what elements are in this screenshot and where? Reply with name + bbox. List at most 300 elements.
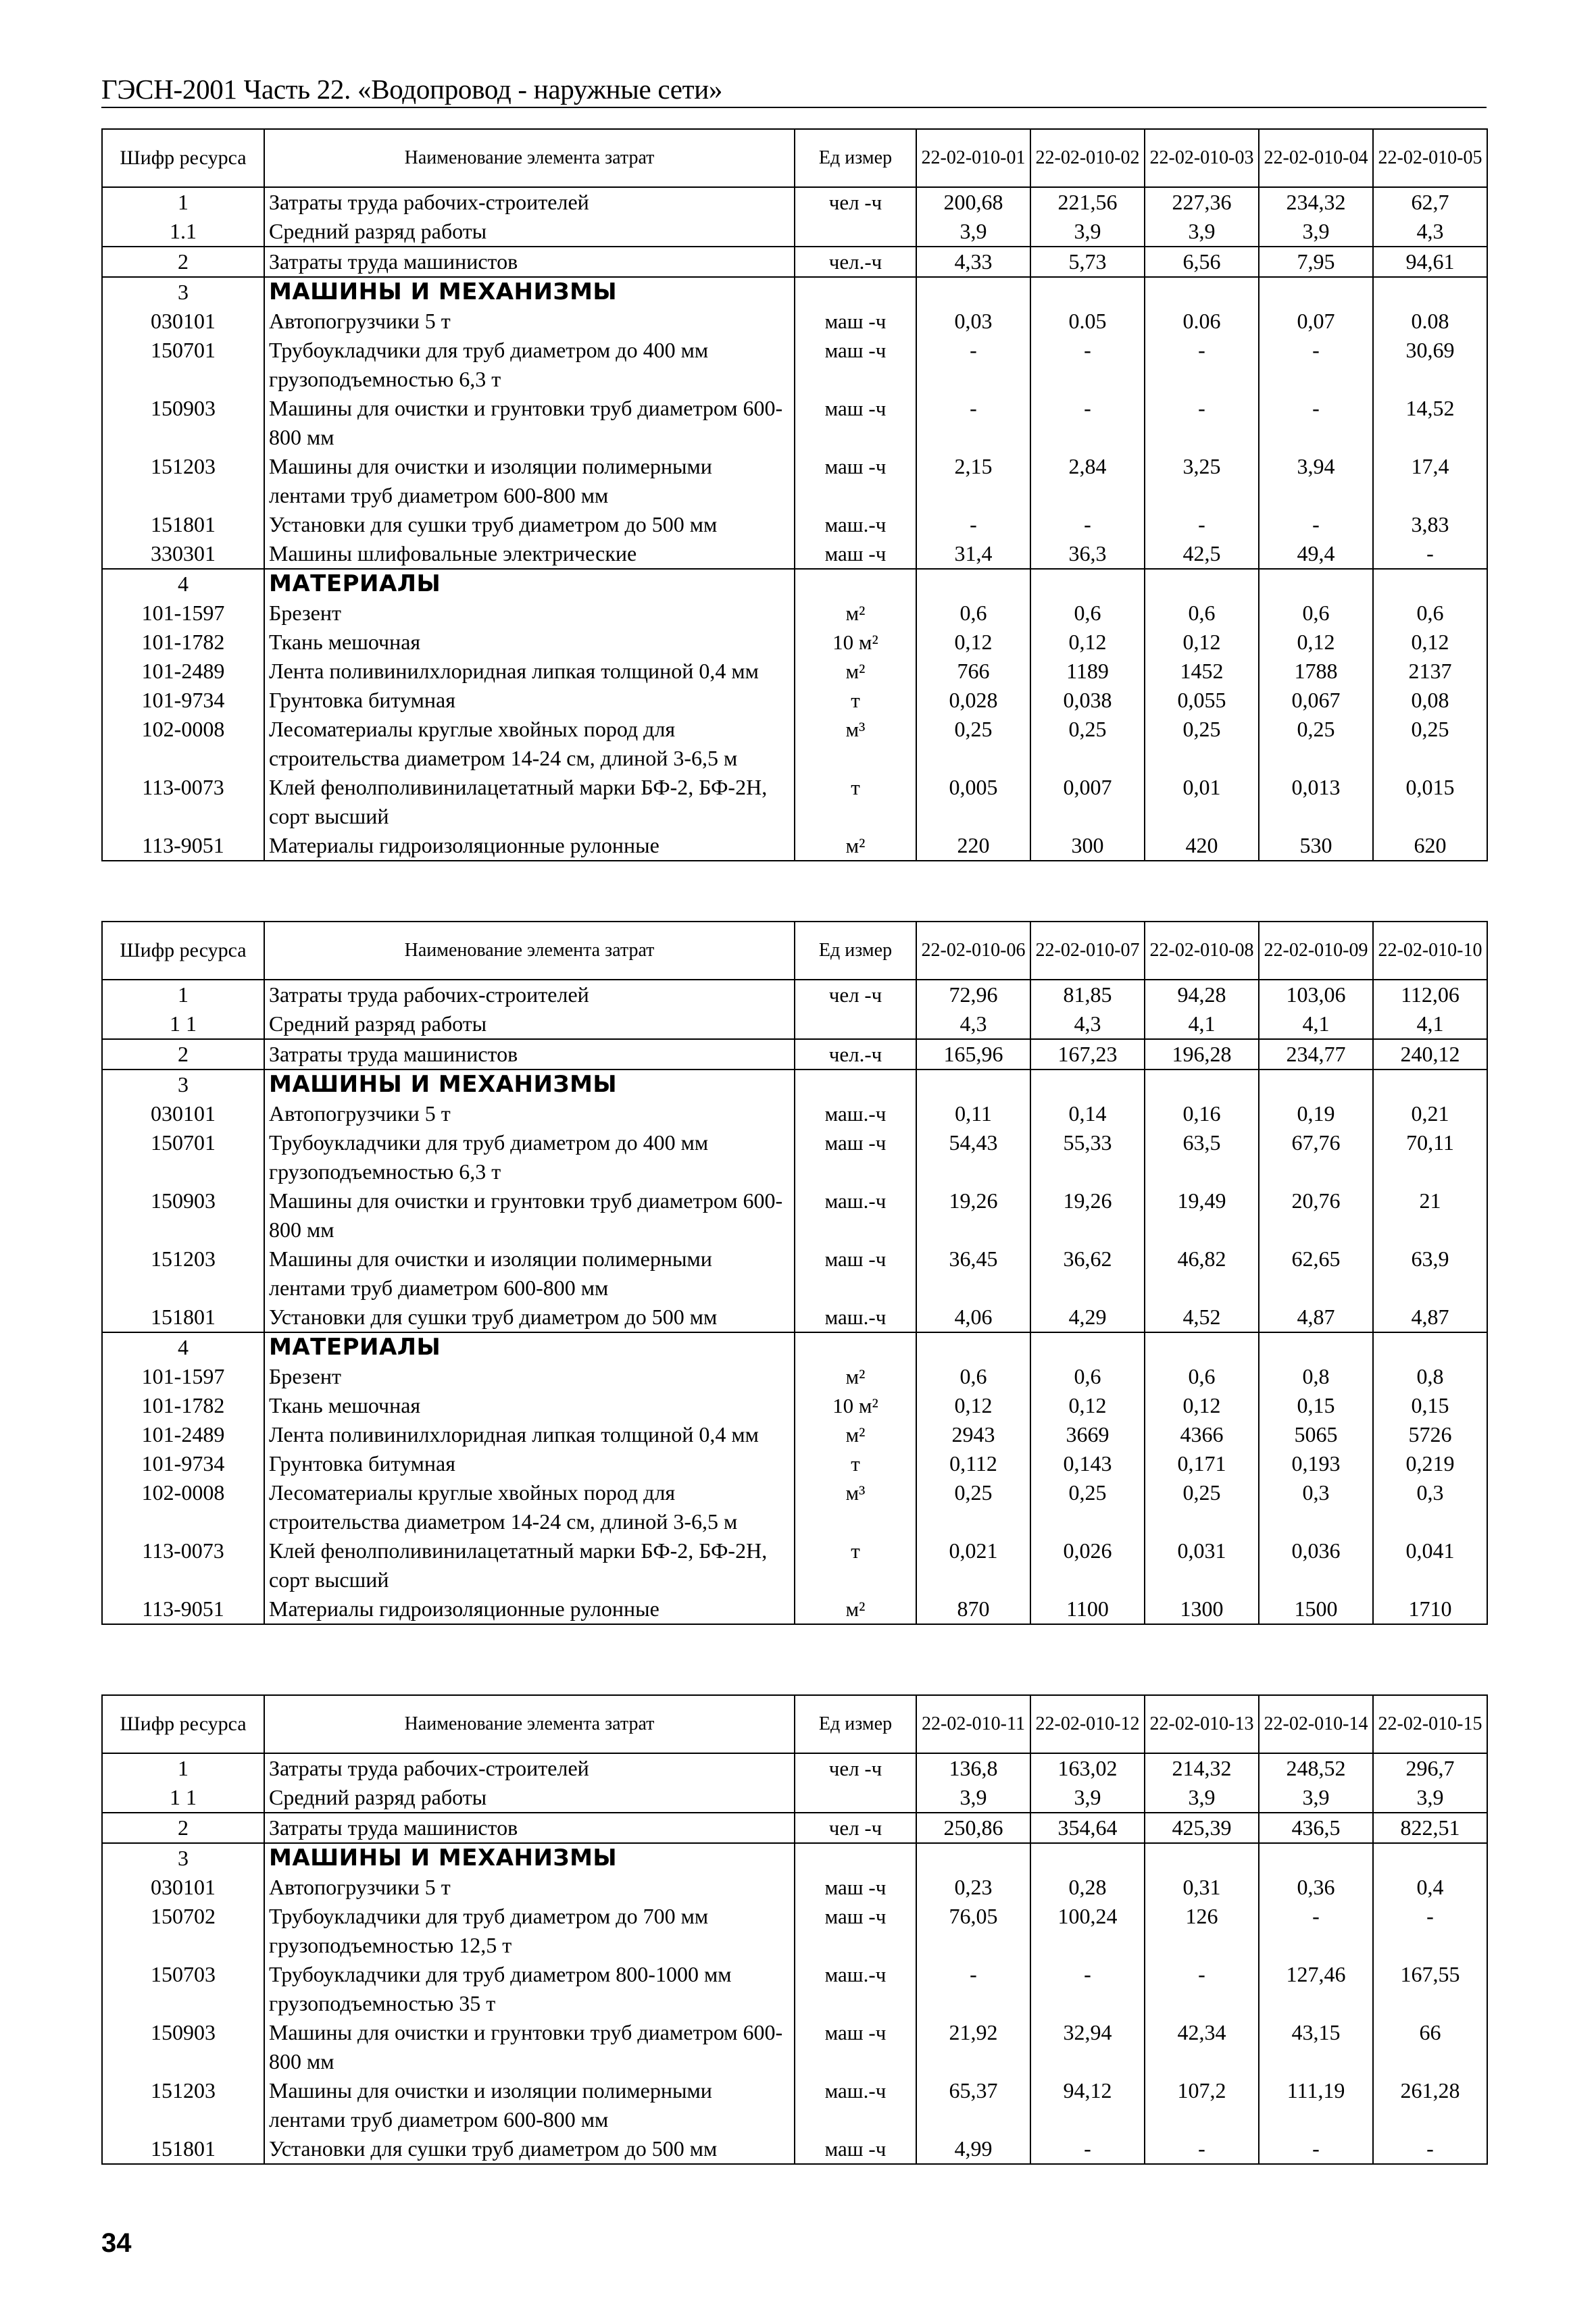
cost-element-name: Грунтовка битумная (264, 1449, 795, 1478)
cost-element-name: Установки для сушки труб диаметром до 500 мм (264, 2134, 795, 2164)
norm-value: 0,036 (1259, 1536, 1373, 1594)
unit-of-measure: маш -ч (795, 1128, 916, 1186)
norm-value: - (1259, 336, 1373, 394)
norm-value: 0,19 (1259, 1099, 1373, 1128)
norm-value: - (916, 394, 1030, 452)
unit-of-measure: чел.-ч (795, 1039, 916, 1070)
norm-value: - (1259, 1902, 1373, 1960)
cost-element-name: Машины для очистки и изоляции полимерными лентами труб диаметром 600-800 мм (264, 2076, 795, 2134)
norm-value: - (916, 336, 1030, 394)
resource-code: 101-2489 (102, 1420, 264, 1449)
column-header: Наименование элемента затрат (264, 922, 795, 980)
norm-value: 870 (916, 1594, 1030, 1624)
norm-value: 0,026 (1030, 1536, 1145, 1594)
cost-element-name: Затраты труда рабочих-строителей (264, 187, 795, 217)
norm-value: 0,6 (1145, 1362, 1259, 1391)
norm-value: - (1373, 539, 1487, 569)
resource-code: 151801 (102, 2134, 264, 2164)
norm-value (1373, 1070, 1487, 1099)
norm-value: 66 (1373, 2018, 1487, 2076)
norm-value: 420 (1145, 831, 1259, 861)
unit-of-measure (795, 277, 916, 307)
table-row (102, 1420, 1487, 1449)
resource-code: 101-1782 (102, 628, 264, 657)
norm-value: 0,4 (1373, 1873, 1487, 1902)
norm-value: 0,6 (1259, 599, 1373, 628)
table-row (102, 1128, 1487, 1186)
norm-value: 0.08 (1373, 307, 1487, 336)
table-row (102, 1303, 1487, 1332)
norm-value: 17,4 (1373, 452, 1487, 510)
unit-of-measure (795, 1009, 916, 1039)
norm-value: 4,3 (1030, 1009, 1145, 1039)
norm-value: 63,5 (1145, 1128, 1259, 1186)
norm-value: - (1373, 2134, 1487, 2164)
cost-element-name: Средний разряд работы (264, 1783, 795, 1813)
norm-value: 76,05 (916, 1902, 1030, 1960)
norm-value: 3,9 (916, 1783, 1030, 1813)
norm-value: 1189 (1030, 657, 1145, 686)
norm-value: 214,32 (1145, 1753, 1259, 1783)
cost-element-name: Брезент (264, 599, 795, 628)
norm-value: - (1373, 1902, 1487, 1960)
norm-value: 112,06 (1373, 980, 1487, 1009)
norm-value: 167,55 (1373, 1960, 1487, 2018)
unit-of-measure: маш -ч (795, 539, 916, 569)
norm-value (1030, 1332, 1145, 1362)
column-header: Наименование элемента затрат (264, 129, 795, 187)
norm-value: 0,143 (1030, 1449, 1145, 1478)
column-header: 22-02-010-01 (916, 129, 1030, 187)
cost-element-name: Установки для сушки труб диаметром до 500 мм (264, 1303, 795, 1332)
norm-value: 72,96 (916, 980, 1030, 1009)
resource-code: 1 (102, 1753, 264, 1783)
norm-value: 240,12 (1373, 1039, 1487, 1070)
norm-value: 46,82 (1145, 1244, 1259, 1303)
norm-value: 3669 (1030, 1420, 1145, 1449)
norm-value: 167,23 (1030, 1039, 1145, 1070)
norm-value: 0,6 (1373, 599, 1487, 628)
table-row (102, 686, 1487, 715)
norm-value: 65,37 (916, 2076, 1030, 2134)
cost-element-name: Ткань мешочная (264, 628, 795, 657)
norm-value: 21,92 (916, 2018, 1030, 2076)
norm-value (916, 277, 1030, 307)
table-row (102, 1753, 1487, 1783)
table-row (102, 1391, 1487, 1420)
unit-of-measure: чел -ч (795, 980, 916, 1009)
table-row (102, 510, 1487, 539)
norm-value: 32,94 (1030, 2018, 1145, 2076)
resource-code: 151801 (102, 510, 264, 539)
norm-value: 62,65 (1259, 1244, 1373, 1303)
resource-code: 1 (102, 187, 264, 217)
norm-value: 1452 (1145, 657, 1259, 686)
table-row (102, 599, 1487, 628)
norm-value (1259, 277, 1373, 307)
norm-value: 49,4 (1259, 539, 1373, 569)
norm-value: 0,041 (1373, 1536, 1487, 1594)
norm-value: 0,25 (1145, 715, 1259, 773)
unit-of-measure: м³ (795, 1478, 916, 1536)
resource-code: 113-9051 (102, 1594, 264, 1624)
norm-value: - (1259, 394, 1373, 452)
norm-value: 0,03 (916, 307, 1030, 336)
unit-of-measure: м² (795, 1420, 916, 1449)
norm-value: - (916, 510, 1030, 539)
unit-of-measure: чел -ч (795, 187, 916, 217)
column-header: 22-02-010-07 (1030, 922, 1145, 980)
cost-element-name: МАТЕРИАЛЫ (264, 1332, 795, 1362)
table-row (102, 336, 1487, 394)
norm-value: 234,77 (1259, 1039, 1373, 1070)
norm-value: 0,6 (1030, 1362, 1145, 1391)
norm-value: 0,25 (916, 715, 1030, 773)
norm-value: 0,013 (1259, 773, 1373, 831)
table-row (102, 1783, 1487, 1813)
norm-value: 94,61 (1373, 247, 1487, 277)
norm-value: 354,64 (1030, 1813, 1145, 1843)
resource-code: 4 (102, 1332, 264, 1362)
column-header: 22-02-010-08 (1145, 922, 1259, 980)
table-row (102, 247, 1487, 277)
norm-value: 0,12 (1145, 1391, 1259, 1420)
norm-value: 2,84 (1030, 452, 1145, 510)
cost-element-name: МАШИНЫ И МЕХАНИЗМЫ (264, 1843, 795, 1873)
resource-code: 151203 (102, 452, 264, 510)
norm-value: 31,4 (916, 539, 1030, 569)
norm-value: 126 (1145, 1902, 1259, 1960)
norm-value (1259, 1070, 1373, 1099)
unit-of-measure: маш -ч (795, 2018, 916, 2076)
unit-of-measure: маш -ч (795, 336, 916, 394)
unit-of-measure: маш.-ч (795, 1186, 916, 1244)
resource-code: 030101 (102, 1099, 264, 1128)
norm-value: 0,3 (1373, 1478, 1487, 1536)
norm-value: 0,25 (1030, 1478, 1145, 1536)
table-row (102, 1186, 1487, 1244)
resource-code: 151203 (102, 1244, 264, 1303)
norm-value: 0,038 (1030, 686, 1145, 715)
resource-code: 030101 (102, 307, 264, 336)
norm-value: 165,96 (916, 1039, 1030, 1070)
cost-element-name: Трубоукладчики для труб диаметром до 700 мм грузоподъемностью 12,5 т (264, 1902, 795, 1960)
unit-of-measure: чел.-ч (795, 247, 916, 277)
cost-element-name: Машины для очистки и изоляции полимерными лентами труб диаметром 600-800 мм (264, 452, 795, 510)
norm-value: 425,39 (1145, 1813, 1259, 1843)
norm-value: 0,36 (1259, 1873, 1373, 1902)
norm-value: 0,12 (1030, 1391, 1145, 1420)
norm-value: 7,95 (1259, 247, 1373, 277)
norm-value: 14,52 (1373, 394, 1487, 452)
unit-of-measure: м² (795, 831, 916, 861)
cost-element-name: Автопогрузчики 5 т (264, 307, 795, 336)
norm-value: 0,193 (1259, 1449, 1373, 1478)
resource-code: 150702 (102, 1902, 264, 1960)
norm-value (1145, 1843, 1259, 1873)
norm-value: 248,52 (1259, 1753, 1373, 1783)
resource-table-2 (101, 921, 1488, 1625)
resource-code: 150903 (102, 1186, 264, 1244)
table-row (102, 1099, 1487, 1128)
resource-code: 1 (102, 980, 264, 1009)
norm-value: 0,14 (1030, 1099, 1145, 1128)
resource-code: 151801 (102, 1303, 264, 1332)
norm-value: 4,06 (916, 1303, 1030, 1332)
norm-value: 4366 (1145, 1420, 1259, 1449)
norm-value (1145, 1332, 1259, 1362)
norm-value: 0,6 (916, 599, 1030, 628)
norm-value: 0.05 (1030, 307, 1145, 336)
norm-value: 0,07 (1259, 307, 1373, 336)
resource-code: 101-1597 (102, 1362, 264, 1391)
norm-value: - (1145, 510, 1259, 539)
norm-value: - (1259, 2134, 1373, 2164)
table-row (102, 569, 1487, 599)
unit-of-measure: маш -ч (795, 307, 916, 336)
cost-element-name: МАШИНЫ И МЕХАНИЗМЫ (264, 277, 795, 307)
resource-code: 1.1 (102, 217, 264, 247)
cost-element-name: Трубоукладчики для труб диаметром 800-1000 мм грузоподъемностью 35 т (264, 1960, 795, 2018)
unit-of-measure: маш.-ч (795, 1960, 916, 2018)
norm-value (916, 1843, 1030, 1873)
norm-value: 1100 (1030, 1594, 1145, 1624)
column-header: Шифр ресурса (102, 1695, 264, 1753)
cost-element-name: МАТЕРИАЛЫ (264, 569, 795, 599)
norm-value: 4,3 (1373, 217, 1487, 247)
table-row (102, 1873, 1487, 1902)
norm-value: 36,62 (1030, 1244, 1145, 1303)
norm-value: 55,33 (1030, 1128, 1145, 1186)
norm-value: 2137 (1373, 657, 1487, 686)
table-row (102, 1813, 1487, 1843)
cost-element-name: Машины для очистки и грунтовки труб диаметром 600-800 мм (264, 2018, 795, 2076)
norm-value: 0,31 (1145, 1873, 1259, 1902)
norm-value: 0,007 (1030, 773, 1145, 831)
norm-value: 3,9 (1259, 1783, 1373, 1813)
cost-element-name: Клей фенолполивинилацетатный марки БФ-2, БФ-2Н, сорт высший (264, 773, 795, 831)
norm-value: 2,15 (916, 452, 1030, 510)
norm-value (1145, 1070, 1259, 1099)
norm-value: 0,6 (916, 1362, 1030, 1391)
norm-value: 127,46 (1259, 1960, 1373, 2018)
norm-value: 70,11 (1373, 1128, 1487, 1186)
cost-element-name: Машины шлифовальные электрические (264, 539, 795, 569)
norm-value: 4,29 (1030, 1303, 1145, 1332)
norm-value: 3,9 (1145, 1783, 1259, 1813)
norm-value: 0,25 (1030, 715, 1145, 773)
cost-element-name: Материалы гидроизоляционные рулонные (264, 831, 795, 861)
page-header: ГЭСН-2001 Часть 22. «Водопровод - наружные сети» (101, 73, 1487, 108)
cost-element-name: Машины для очистки и грунтовки труб диаметром 600-800 мм (264, 1186, 795, 1244)
cost-element-name: Затраты труда машинистов (264, 1813, 795, 1843)
norm-value: 4,1 (1259, 1009, 1373, 1039)
column-header: 22-02-010-14 (1259, 1695, 1373, 1753)
norm-value: 0,25 (916, 1478, 1030, 1536)
cost-element-name: Установки для сушки труб диаметром до 500 мм (264, 510, 795, 539)
column-header: Шифр ресурса (102, 922, 264, 980)
norm-value: 822,51 (1373, 1813, 1487, 1843)
norm-value: 3,94 (1259, 452, 1373, 510)
cost-element-name: МАШИНЫ И МЕХАНИЗМЫ (264, 1070, 795, 1099)
norm-value: 0,23 (916, 1873, 1030, 1902)
column-header: 22-02-010-11 (916, 1695, 1030, 1753)
norm-value (1145, 277, 1259, 307)
norm-value: 163,02 (1030, 1753, 1145, 1783)
norm-value: 136,8 (916, 1753, 1030, 1783)
norm-value: 36,3 (1030, 539, 1145, 569)
unit-of-measure (795, 1070, 916, 1099)
norm-value: 0,171 (1145, 1449, 1259, 1478)
table-row (102, 277, 1487, 307)
table-row (102, 1536, 1487, 1594)
column-header: Ед измер (795, 922, 916, 980)
norm-value (916, 569, 1030, 599)
norm-value: 3,9 (1030, 1783, 1145, 1813)
norm-value: 94,12 (1030, 2076, 1145, 2134)
unit-of-measure: м² (795, 599, 916, 628)
cost-element-name: Лесоматериалы круглые хвойных пород для строительства диаметром 14-24 см, длиной 3-6,5 м (264, 715, 795, 773)
norm-value (1145, 569, 1259, 599)
resource-code: 330301 (102, 539, 264, 569)
norm-value: 0,3 (1259, 1478, 1373, 1536)
norm-value: - (916, 1960, 1030, 2018)
resource-code: 3 (102, 277, 264, 307)
resource-code: 101-9734 (102, 1449, 264, 1478)
column-header: 22-02-010-09 (1259, 922, 1373, 980)
unit-of-measure: маш.-ч (795, 2076, 916, 2134)
cost-element-name: Грунтовка битумная (264, 686, 795, 715)
unit-of-measure (795, 217, 916, 247)
unit-of-measure: маш -ч (795, 452, 916, 510)
norm-value: 111,19 (1259, 2076, 1373, 2134)
unit-of-measure: маш -ч (795, 1873, 916, 1902)
norm-value: 0,12 (916, 628, 1030, 657)
resource-code: 2 (102, 1039, 264, 1070)
column-header: 22-02-010-13 (1145, 1695, 1259, 1753)
norm-value: 0,12 (1259, 628, 1373, 657)
resource-code: 101-9734 (102, 686, 264, 715)
cost-element-name: Лента поливинилхлоридная липкая толщиной 0,4 мм (264, 1420, 795, 1449)
norm-value: 107,2 (1145, 2076, 1259, 2134)
norm-value: 4,87 (1373, 1303, 1487, 1332)
norm-value: 261,28 (1373, 2076, 1487, 2134)
norm-value: 220 (916, 831, 1030, 861)
resource-code: 151203 (102, 2076, 264, 2134)
resource-code: 150701 (102, 1128, 264, 1186)
unit-of-measure: м³ (795, 715, 916, 773)
resource-code: 3 (102, 1070, 264, 1099)
unit-of-measure: маш -ч (795, 394, 916, 452)
cost-element-name: Автопогрузчики 5 т (264, 1099, 795, 1128)
norm-value: 196,28 (1145, 1039, 1259, 1070)
norm-value (1030, 1070, 1145, 1099)
norm-value: 62,7 (1373, 187, 1487, 217)
norm-value: 296,7 (1373, 1753, 1487, 1783)
norm-value: 54,43 (916, 1128, 1030, 1186)
norm-value: 1500 (1259, 1594, 1373, 1624)
column-header: 22-02-010-10 (1373, 922, 1487, 980)
norm-value: 530 (1259, 831, 1373, 861)
table-row (102, 307, 1487, 336)
table-row (102, 1070, 1487, 1099)
table-row (102, 1362, 1487, 1391)
resource-code: 113-0073 (102, 773, 264, 831)
resource-code: 150701 (102, 336, 264, 394)
table-row (102, 2076, 1487, 2134)
table-row (102, 2018, 1487, 2076)
column-header: Шифр ресурса (102, 129, 264, 187)
norm-value: 5065 (1259, 1420, 1373, 1449)
table-header-row (102, 922, 1487, 980)
norm-value (1030, 569, 1145, 599)
norm-value: 0,005 (916, 773, 1030, 831)
norm-value (1030, 277, 1145, 307)
unit-of-measure: чел -ч (795, 1813, 916, 1843)
cost-element-name: Средний разряд работы (264, 217, 795, 247)
norm-value: 103,06 (1259, 980, 1373, 1009)
resource-code: 101-1782 (102, 1391, 264, 1420)
norm-value: 30,69 (1373, 336, 1487, 394)
norm-value: - (1030, 394, 1145, 452)
table-row (102, 980, 1487, 1009)
norm-value (916, 1332, 1030, 1362)
column-header: 22-02-010-12 (1030, 1695, 1145, 1753)
resource-code: 2 (102, 1813, 264, 1843)
norm-value: 36,45 (916, 1244, 1030, 1303)
norm-value: 0,12 (1145, 628, 1259, 657)
norm-value: 1788 (1259, 657, 1373, 686)
norm-value: 3,25 (1145, 452, 1259, 510)
norm-value: 0,031 (1145, 1536, 1259, 1594)
resource-code: 101-1597 (102, 599, 264, 628)
column-header: 22-02-010-02 (1030, 129, 1145, 187)
norm-value: 0,15 (1373, 1391, 1487, 1420)
resource-code: 2 (102, 247, 264, 277)
norm-value: 81,85 (1030, 980, 1145, 1009)
norm-value: 100,24 (1030, 1902, 1145, 1960)
norm-value: 0,25 (1145, 1478, 1259, 1536)
norm-value: 43,15 (1259, 2018, 1373, 2076)
unit-of-measure: м² (795, 657, 916, 686)
norm-value: 0,11 (916, 1099, 1030, 1128)
unit-of-measure: м² (795, 1594, 916, 1624)
resource-table-3 (101, 1694, 1488, 2165)
unit-of-measure: маш -ч (795, 1244, 916, 1303)
unit-of-measure: т (795, 773, 916, 831)
norm-value: 4,33 (916, 247, 1030, 277)
unit-of-measure: чел -ч (795, 1753, 916, 1783)
norm-value: 0,08 (1373, 686, 1487, 715)
cost-element-name: Трубоукладчики для труб диаметром до 400 мм грузоподъемностью 6,3 т (264, 336, 795, 394)
norm-value: 0,21 (1373, 1099, 1487, 1128)
table-row (102, 1244, 1487, 1303)
table-row (102, 773, 1487, 831)
cost-element-name: Затраты труда рабочих-строителей (264, 1753, 795, 1783)
table-row (102, 657, 1487, 686)
norm-value: 0,219 (1373, 1449, 1487, 1478)
norm-value: 67,76 (1259, 1128, 1373, 1186)
cost-element-name: Лента поливинилхлоридная липкая толщиной 0,4 мм (264, 657, 795, 686)
norm-value: - (1030, 336, 1145, 394)
norm-value: - (1030, 2134, 1145, 2164)
norm-value: 436,5 (1259, 1813, 1373, 1843)
norm-value: 21 (1373, 1186, 1487, 1244)
table-row (102, 1902, 1487, 1960)
page-number: 34 (101, 2228, 132, 2258)
norm-value: 0,015 (1373, 773, 1487, 831)
norm-value: 0,067 (1259, 686, 1373, 715)
